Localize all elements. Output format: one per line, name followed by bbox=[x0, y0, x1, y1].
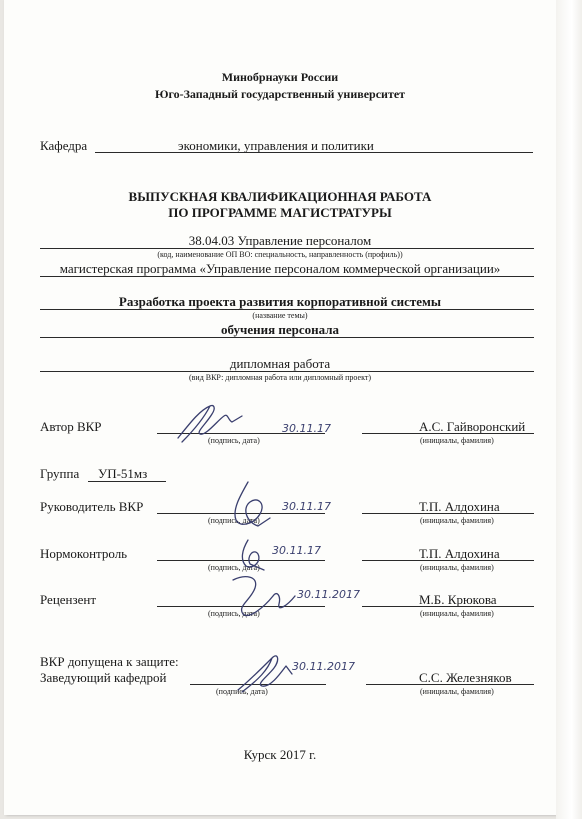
head-signature bbox=[232, 640, 372, 700]
normcontrol-name-line bbox=[362, 560, 534, 561]
department-underline bbox=[95, 152, 533, 153]
program-name: магистерская программа «Управление персоналом коммерческой организации» bbox=[59, 261, 501, 276]
admission-label: ВКР допущена к защите: bbox=[40, 654, 179, 669]
reviewer-signature-caption: (подпись, дата) bbox=[208, 609, 260, 618]
topic-caption: (название темы) bbox=[252, 311, 308, 320]
program-code-underline bbox=[40, 248, 534, 249]
normcontrol-name: Т.П. Алдохина bbox=[419, 546, 500, 561]
topic-line2: обучения персонала bbox=[220, 322, 340, 337]
topic-line1-underline bbox=[40, 309, 534, 310]
group-value: УП-51мз bbox=[98, 466, 148, 481]
svg-text:30.11.17: 30.11.17 bbox=[282, 422, 331, 435]
group-label: Группа bbox=[40, 466, 80, 481]
head-name-line bbox=[366, 684, 534, 685]
document-title-line2: ПО ПРОГРАММЕ МАГИСТРАТУРЫ bbox=[168, 205, 392, 220]
work-type-value: дипломная работа bbox=[229, 356, 331, 371]
ministry-name: Минобрнауки России bbox=[221, 70, 339, 84]
city-year: Курск 2017 г. bbox=[243, 747, 317, 762]
svg-text:30.11.17: 30.11.17 bbox=[272, 544, 321, 557]
supervisor-signature-caption: (подпись, дата) bbox=[208, 516, 260, 525]
reviewer-initials-caption: (инициалы, фамилия) bbox=[420, 609, 494, 618]
supervisor-name-line bbox=[362, 513, 534, 514]
author-signature bbox=[170, 398, 330, 448]
normcontrol-label: Нормоконтроль bbox=[40, 546, 128, 561]
author-label: Автор ВКР bbox=[40, 419, 102, 434]
department-value: экономики, управления и политики bbox=[178, 138, 374, 153]
department-label: Кафедра bbox=[40, 138, 88, 153]
author-name: А.С. Гайворонский bbox=[419, 419, 526, 434]
reviewer-name: М.Б. Крюкова bbox=[419, 592, 497, 607]
supervisor-name: Т.П. Алдохина bbox=[419, 499, 500, 514]
university-name: Юго-Западный государственный университет bbox=[154, 87, 406, 101]
page-edge bbox=[556, 0, 582, 819]
svg-text:30.11.2017: 30.11.2017 bbox=[292, 660, 355, 673]
head-of-department-label: Заведующий кафедрой bbox=[40, 670, 167, 685]
svg-text:30.11.2017: 30.11.2017 bbox=[297, 588, 360, 601]
program-name-underline bbox=[40, 276, 534, 277]
supervisor-signature bbox=[210, 476, 340, 536]
work-type-caption: (вид ВКР: дипломная работа или дипломный проект) bbox=[188, 373, 372, 382]
author-signature-caption: (подпись, дата) bbox=[208, 436, 260, 445]
reviewer-label: Рецензент bbox=[40, 592, 97, 607]
topic-line2-underline bbox=[40, 337, 534, 338]
topic-line1: Разработка проекта развития корпоративной системы bbox=[118, 294, 442, 309]
normcontrol-initials-caption: (инициалы, фамилия) bbox=[420, 563, 494, 572]
svg-text:30.11.17: 30.11.17 bbox=[282, 500, 331, 513]
program-code: 38.04.03 Управление персоналом bbox=[188, 233, 372, 248]
supervisor-initials-caption: (инициалы, фамилия) bbox=[420, 516, 494, 525]
document-title-line1: ВЫПУСКНАЯ КВАЛИФИКАЦИОННАЯ РАБОТА bbox=[128, 189, 432, 204]
normcontrol-signature-caption: (подпись, дата) bbox=[208, 563, 260, 572]
work-type-underline bbox=[40, 371, 534, 372]
group-underline bbox=[88, 481, 166, 482]
head-of-department-name: С.С. Железняков bbox=[419, 670, 512, 685]
reviewer-signature bbox=[225, 566, 360, 626]
author-name-line bbox=[362, 433, 534, 434]
author-initials-caption: (инициалы, фамилия) bbox=[420, 436, 494, 445]
supervisor-label: Руководитель ВКР bbox=[40, 499, 144, 514]
head-signature-caption: (подпись, дата) bbox=[216, 687, 268, 696]
program-code-caption: (код, наименование ОП ВО: специальность, направленность (профиль)) bbox=[157, 250, 403, 259]
head-initials-caption: (инициалы, фамилия) bbox=[420, 687, 494, 696]
reviewer-name-line bbox=[362, 606, 534, 607]
